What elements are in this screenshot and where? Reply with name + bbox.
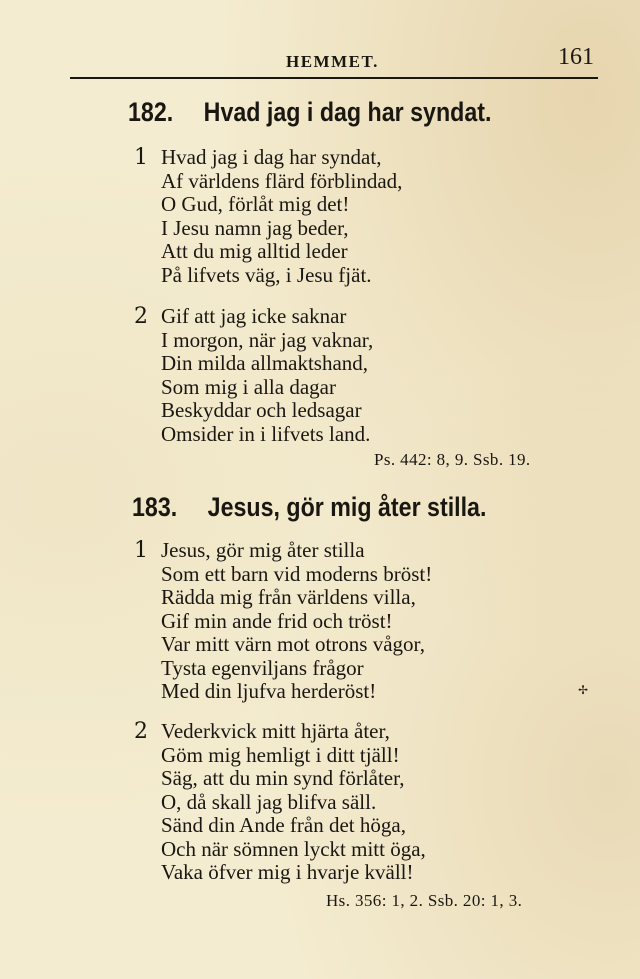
verse-line: Vederkvick mitt hjärta åter, bbox=[161, 719, 390, 743]
verse-line: Beskyddar och ledsagar bbox=[161, 398, 362, 422]
verse-line: Af världens flärd förblindad, bbox=[161, 168, 403, 193]
hymn-number: 182. bbox=[128, 97, 174, 127]
verse-line: Tysta egenviljans frågor bbox=[161, 655, 364, 680]
hymn-title-text: Jesus, gör mig åter stilla. bbox=[207, 492, 487, 522]
verse-line: Med din ljufva herderöst! bbox=[161, 679, 377, 703]
verse-number: 2 bbox=[134, 304, 148, 329]
verse-line: Omsider in i lifvets land. bbox=[161, 421, 371, 446]
verse-line: Att du mig alltid leder bbox=[161, 239, 348, 263]
ink-mark-icon: ✢ bbox=[578, 683, 589, 697]
verse-line: Rädda mig från världens villa, bbox=[161, 585, 416, 609]
verse-line: O Gud, förlåt mig det! bbox=[161, 192, 350, 216]
verse-line: I Jesu namn jag beder, bbox=[161, 215, 349, 240]
verse-line: Gif min ande frid och tröst! bbox=[161, 608, 393, 633]
verse-line: Säg, att du min synd förlåter, bbox=[161, 766, 405, 790]
verse-line: Som mig i alla dagar bbox=[161, 374, 336, 399]
verse-line: I morgon, när jag vaknar, bbox=[161, 327, 374, 352]
verse-line: Sänd din Ande från det höga, bbox=[161, 813, 406, 837]
verse-line: Hvad jag i dag har syndat, bbox=[161, 145, 382, 169]
verse-number: 1 bbox=[134, 538, 148, 563]
verse-line: Göm mig hemligt i ditt tjäll! bbox=[161, 742, 400, 767]
hymn-reference: Hs. 356: 1, 2. Ssb. 20: 1, 3. bbox=[326, 891, 523, 910]
verse-line: På lifvets väg, i Jesu fjät. bbox=[161, 262, 372, 287]
page-number: 161 bbox=[558, 44, 594, 70]
hymn-number: 183. bbox=[132, 492, 178, 522]
verse-line: Jesus, gör mig åter stilla bbox=[161, 538, 365, 562]
hymn-title bbox=[132, 492, 486, 523]
verse-line: O, då skall jag blifva säll. bbox=[161, 789, 377, 814]
verse-line: Din milda allmaktshand, bbox=[161, 351, 369, 375]
hymn-title bbox=[128, 97, 491, 128]
header-rule bbox=[70, 77, 598, 79]
verse-line: Och när sömnen lyckt mitt öga, bbox=[161, 836, 426, 861]
running-head: HEMMET. bbox=[286, 52, 379, 71]
verse-line: Var mitt värn mot otrons vågor, bbox=[161, 632, 425, 656]
verse-line: Gif att jag icke saknar bbox=[161, 304, 347, 328]
verse-number: 1 bbox=[134, 145, 148, 170]
hymn-title-text: Hvad jag i dag har syndat. bbox=[203, 97, 492, 127]
verse-line: Som ett barn vid moderns bröst! bbox=[161, 561, 433, 586]
verse-line: Vaka öfver mig i hvarje kväll! bbox=[161, 860, 414, 884]
verse-number: 2 bbox=[134, 719, 148, 744]
hymn-reference: Ps. 442: 8, 9. Ssb. 19. bbox=[374, 450, 531, 469]
